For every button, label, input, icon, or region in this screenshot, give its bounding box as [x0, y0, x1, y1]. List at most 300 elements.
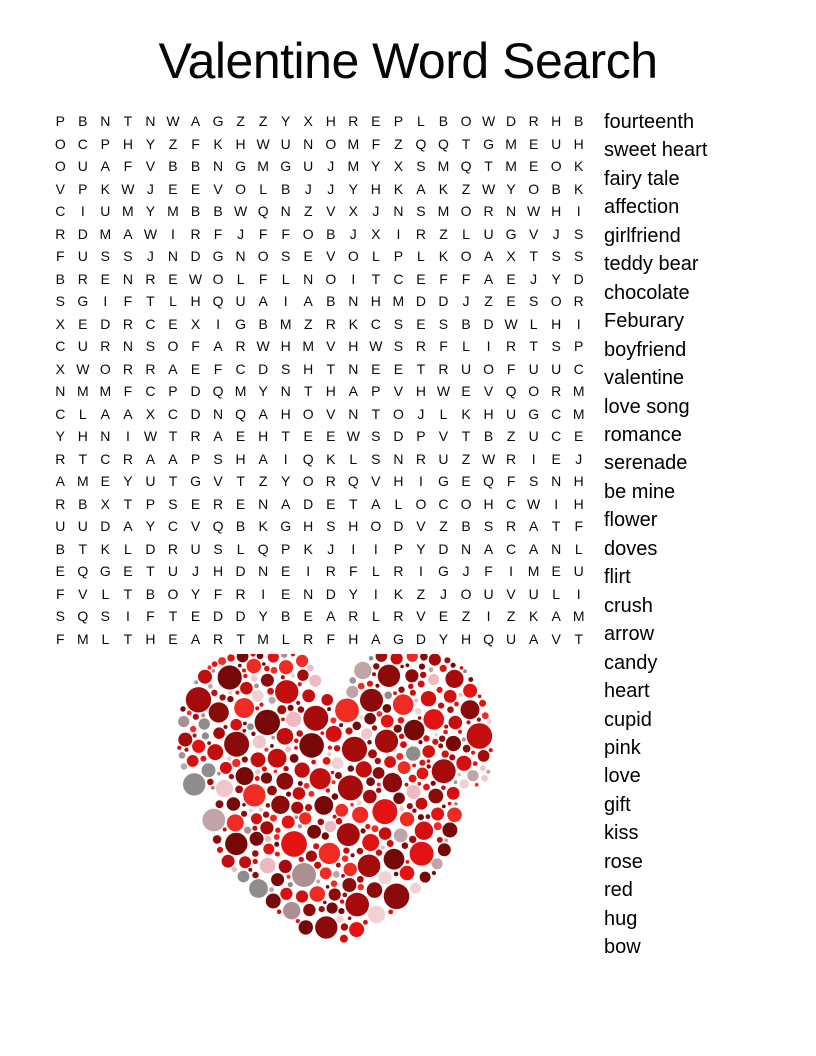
grid-letter-r24c2: M [76, 630, 89, 647]
grid-letter-r10c13: R [325, 315, 336, 332]
heart-dot [224, 725, 228, 729]
heart-dot [475, 783, 479, 787]
grid-letter-r4c7: E [190, 180, 201, 197]
grid-letter-r22c7: Y [190, 585, 201, 602]
grid-letter-r17c20: Q [483, 473, 494, 490]
grid-letter-r8c14: I [351, 270, 356, 287]
grid-letter-r11c10: W [256, 338, 270, 355]
grid-letter-r23c2: Q [77, 608, 89, 625]
heart-dot [420, 872, 431, 883]
grid-letter-r16c6: A [168, 450, 178, 467]
heart-dot [179, 752, 186, 759]
heart-dot [449, 754, 455, 760]
grid-letter-r6c13: B [326, 225, 336, 242]
grid-letter-r9c2: G [77, 293, 89, 310]
grid-letter-r15c18: V [438, 428, 449, 445]
grid-letter-r11c12: M [302, 338, 315, 355]
grid-letter-r3c2: U [77, 158, 88, 175]
heart-dot [285, 746, 291, 752]
heart-dot [477, 718, 481, 722]
heart-dot [349, 677, 356, 684]
grid-letter-r1c14: R [348, 113, 359, 130]
grid-letter-r18c11: A [281, 495, 291, 512]
grid-letter-r19c18: Z [439, 518, 448, 535]
grid-letter-r10c16: S [393, 315, 404, 332]
heart-dot [242, 669, 246, 673]
heart-dot [376, 654, 388, 662]
grid-letter-r17c3: E [100, 473, 111, 490]
heart-dot [444, 725, 448, 729]
heart-dot [288, 705, 294, 711]
grid-letter-r6c3: M [99, 225, 112, 242]
grid-letter-r23c12: E [303, 608, 313, 625]
heart-dot [417, 782, 421, 786]
grid-letter-r1c10: Z [258, 113, 268, 130]
heart-dot [463, 745, 471, 753]
grid-letter-r4c6: E [168, 180, 178, 197]
heart-dot [410, 883, 421, 894]
heart-dot [227, 757, 231, 761]
heart-dot [294, 746, 298, 750]
grid-letter-r7c21: X [506, 248, 516, 265]
grid-letter-r16c10: A [258, 450, 268, 467]
heart-dot [336, 818, 343, 825]
word-list-item: red [604, 879, 633, 902]
heart-dot [298, 682, 302, 686]
grid-letter-r3c21: M [505, 158, 517, 175]
word-list-item: arrow [604, 623, 655, 646]
heart-dot [193, 733, 197, 737]
heart-dot [263, 844, 274, 855]
heart-dot [420, 654, 428, 661]
heart-dot [437, 687, 443, 693]
grid-letter-r24c13: F [326, 630, 336, 647]
word-list-item: girlfriend [604, 224, 681, 247]
heart-dot [337, 823, 360, 846]
heart-dot [238, 664, 242, 668]
heart-dot [372, 799, 397, 824]
grid-letter-r13c17: H [415, 383, 426, 400]
heart-dot [437, 837, 443, 843]
grid-letter-r18c9: E [235, 495, 246, 512]
grid-letter-r10c22: L [529, 315, 538, 332]
heart-dot [387, 840, 394, 847]
heart-dot [207, 665, 211, 669]
heart-dot [418, 716, 422, 720]
heart-dot [416, 798, 428, 810]
grid-letter-r2c3: P [100, 135, 111, 152]
heart-dot [391, 654, 403, 665]
heart-dot [334, 745, 340, 751]
grid-letter-r9c4: F [123, 293, 133, 310]
grid-letter-r15c5: W [143, 428, 158, 445]
grid-letter-r12c20: O [483, 360, 494, 377]
heart-dot [264, 666, 270, 672]
heart-dot [227, 797, 241, 811]
heart-dot [255, 706, 259, 710]
heart-dot [402, 842, 409, 849]
grid-letter-r4c8: V [213, 180, 223, 197]
heart-dot [451, 663, 456, 668]
heart-dot [243, 722, 247, 726]
grid-letter-r7c8: G [212, 248, 224, 265]
heart-dot [267, 688, 274, 695]
heart-dot [429, 654, 441, 666]
heart-dot [378, 665, 400, 687]
heart-dot [360, 689, 383, 712]
grid-letter-r2c8: K [213, 135, 223, 152]
grid-letter-r10c14: K [348, 315, 358, 332]
heart-dot [442, 823, 457, 838]
heart-dot [332, 780, 336, 784]
grid-letter-r17c11: Y [281, 473, 291, 490]
grid-letter-r23c4: I [125, 608, 130, 625]
heart-dot [303, 904, 315, 916]
grid-letter-r13c2: M [76, 383, 89, 400]
grid-letter-r4c14: Y [348, 180, 358, 197]
grid-letter-r19c9: B [235, 518, 246, 535]
grid-letter-r11c15: W [369, 338, 383, 355]
grid-letter-r19c23: T [551, 518, 561, 535]
grid-letter-r16c20: W [481, 450, 496, 467]
grid-letter-r24c7: A [190, 630, 201, 647]
grid-letter-r13c15: P [371, 383, 381, 400]
grid-letter-r8c24: D [573, 270, 584, 287]
grid-letter-r22c21: V [506, 585, 516, 602]
grid-letter-r12c24: C [573, 360, 584, 377]
grid-letter-r15c16: D [393, 428, 404, 445]
heart-dot [286, 792, 291, 797]
heart-dot [265, 835, 272, 842]
grid-letter-r20c5: D [145, 540, 156, 557]
grid-letter-r10c3: D [100, 315, 111, 332]
heart-dot [320, 731, 324, 735]
heart-dot [271, 667, 278, 674]
grid-letter-r19c21: R [506, 518, 517, 535]
heart-dot [255, 769, 260, 774]
grid-letter-r3c20: T [484, 158, 493, 175]
heart-dot [394, 872, 399, 877]
heart-dot [404, 720, 425, 741]
grid-letter-r3c15: Y [371, 158, 381, 175]
heart-dot [406, 860, 410, 864]
grid-letter-r6c20: U [483, 225, 494, 242]
heart-dot [187, 755, 199, 767]
heart-dot [244, 827, 251, 834]
grid-letter-r2c9: H [235, 135, 246, 152]
grid-letter-r23c9: D [235, 608, 246, 625]
grid-letter-r12c12: H [303, 360, 314, 377]
grid-letter-r8c12: N [303, 270, 314, 287]
grid-letter-r8c8: O [212, 270, 224, 287]
grid-letter-r21c6: U [167, 563, 179, 580]
word-list-item: flirt [604, 566, 631, 589]
grid-letter-r13c22: O [528, 383, 540, 400]
grid-letter-r3c23: O [550, 158, 562, 175]
grid-letter-r3c8: N [212, 158, 224, 175]
grid-letter-r21c10: N [258, 563, 269, 580]
grid-letter-r16c3: C [100, 450, 111, 467]
grid-letter-r2c7: F [191, 135, 200, 152]
heart-dot [255, 710, 280, 735]
heart-dot [438, 743, 443, 748]
grid-letter-r8c17: E [416, 270, 426, 287]
heart-dot [235, 691, 239, 695]
heart-dot [376, 849, 382, 855]
grid-letter-r19c24: F [574, 518, 583, 535]
heart-dot [431, 781, 436, 786]
grid-letter-r22c22: U [528, 585, 539, 602]
heart-dot [407, 803, 413, 809]
heart-dot [267, 786, 277, 796]
grid-letter-r13c10: Y [258, 383, 268, 400]
grid-letter-r24c3: L [101, 630, 110, 647]
heart-dot [291, 802, 303, 814]
heart-dot [394, 725, 402, 733]
word-list [604, 108, 707, 962]
grid-letter-r1c1: P [55, 113, 65, 130]
heart-dot [296, 655, 308, 667]
heart-dot [325, 821, 336, 832]
heart-dot [366, 777, 375, 786]
heart-dot [427, 759, 431, 763]
grid-letter-r24c9: T [236, 630, 245, 647]
grid-letter-r16c16: N [393, 450, 404, 467]
grid-letter-r9c10: A [258, 293, 268, 310]
grid-letter-r18c13: E [326, 495, 336, 512]
grid-letter-r3c10: M [257, 158, 269, 175]
grid-letter-r6c9: J [237, 225, 245, 242]
heart-dot [398, 687, 404, 693]
grid-letter-r20c4: L [123, 540, 132, 557]
heart-dot [222, 855, 235, 868]
heart-dot [230, 719, 242, 731]
heart-dot [356, 800, 361, 805]
grid-letter-r15c11: T [281, 428, 290, 445]
grid-letter-r17c4: Y [123, 473, 133, 490]
heart-dot [333, 815, 337, 819]
grid-letter-r8c22: J [530, 270, 538, 287]
heart-dot [251, 813, 262, 824]
grid-letter-r1c2: B [78, 113, 88, 130]
grid-letter-r4c5: J [146, 180, 154, 197]
heart-dot [228, 691, 232, 695]
grid-letter-r6c23: J [552, 225, 560, 242]
grid-letter-r22c17: Z [416, 585, 426, 602]
grid-letter-r2c15: F [371, 135, 381, 152]
grid-letter-r15c7: R [190, 428, 201, 445]
grid-letter-r6c22: V [528, 225, 539, 242]
grid-letter-r4c12: J [304, 180, 312, 197]
heart-dot [319, 843, 340, 864]
heart-dot [298, 824, 302, 828]
grid-letter-r15c23: C [551, 428, 562, 445]
grid-letter-r1c4: T [123, 113, 133, 130]
grid-letter-r4c16: K [393, 180, 404, 197]
grid-letter-r3c4: F [123, 158, 133, 175]
grid-letter-r17c1: A [55, 473, 65, 490]
heart-dot [253, 859, 258, 864]
grid-letter-r7c10: O [257, 248, 269, 265]
grid-letter-r5c16: N [393, 203, 404, 220]
heart-dot [342, 878, 356, 892]
grid-letter-r21c4: E [123, 563, 133, 580]
grid-letter-r24c5: H [145, 630, 156, 647]
heart-dot [335, 804, 348, 817]
grid-letter-r8c16: C [393, 270, 404, 287]
grid-letter-r6c1: R [55, 225, 66, 242]
heart-dot [199, 718, 210, 729]
grid-letter-r21c9: D [235, 563, 246, 580]
heart-dot [375, 730, 398, 753]
grid-letter-r18c23: I [554, 495, 559, 512]
grid-letter-r20c8: S [213, 540, 223, 557]
heart-dot [251, 675, 258, 682]
grid-letter-r9c9: U [235, 293, 246, 310]
grid-letter-r18c14: T [349, 495, 358, 512]
heart-dot [421, 691, 436, 706]
heart-dot [367, 681, 373, 687]
grid-letter-r23c3: S [100, 608, 111, 625]
grid-letter-r13c7: D [190, 383, 201, 400]
grid-letter-r9c23: O [550, 293, 562, 310]
grid-letter-r5c7: B [190, 203, 201, 220]
grid-letter-r12c22: U [528, 360, 539, 377]
heart-dot [207, 741, 211, 745]
grid-letter-r13c9: M [234, 383, 247, 400]
heart-dot [444, 839, 448, 843]
grid-letter-r6c16: I [396, 225, 401, 242]
grid-letter-r14c8: N [212, 405, 224, 422]
grid-letter-r2c23: U [551, 135, 562, 152]
heart-dot [415, 708, 422, 715]
heart-dot [269, 887, 274, 892]
grid-letter-r17c12: O [302, 473, 314, 490]
grid-letter-r14c13: V [326, 405, 336, 422]
grid-letter-r13c20: V [483, 383, 494, 400]
grid-letter-r1c18: B [438, 113, 449, 130]
heart-dot [268, 749, 287, 768]
heart-dot [344, 863, 357, 876]
grid-letter-r14c7: D [190, 405, 201, 422]
grid-letter-r24c12: R [303, 630, 314, 647]
heart-dot [295, 763, 310, 778]
grid-letter-r13c16: V [393, 383, 404, 400]
grid-letter-r10c11: M [279, 315, 292, 332]
heart-dot [419, 760, 425, 766]
grid-letter-r7c5: J [146, 248, 154, 265]
heart-dot [310, 768, 331, 789]
grid-letter-r19c20: S [483, 518, 494, 535]
heart-dot [350, 803, 354, 807]
grid-letter-r6c2: D [77, 225, 88, 242]
grid-letter-r6c19: L [462, 225, 470, 242]
heart-dot [247, 723, 254, 730]
grid-letter-r15c24: E [574, 428, 584, 445]
heart-dot [254, 684, 259, 689]
grid-letter-r14c24: M [572, 405, 585, 422]
grid-letter-r7c19: O [460, 248, 472, 265]
heart-dot [200, 756, 206, 762]
heart-dot [225, 833, 247, 855]
word-list-item: fairy tale [604, 167, 680, 190]
grid-letter-r21c16: R [393, 563, 404, 580]
heart-dot [460, 666, 464, 670]
grid-letter-r9c3: I [103, 293, 108, 310]
grid-letter-r9c6: L [169, 293, 177, 310]
heart-dot [369, 656, 374, 661]
grid-letter-r3c1: O [54, 158, 66, 175]
heart-dot [438, 843, 451, 856]
grid-letter-r4c22: O [528, 180, 540, 197]
word-list-item: crush [604, 594, 653, 617]
grid-letter-r14c3: A [100, 405, 111, 422]
heart-dot [270, 744, 274, 748]
heart-dot [227, 696, 233, 702]
heart-dot [243, 674, 247, 678]
grid-letter-r8c15: T [371, 270, 381, 287]
word-list-item: kiss [604, 822, 639, 845]
dot-heart-image [175, 654, 495, 966]
grid-letter-r19c7: V [190, 518, 201, 535]
grid-letter-r10c24: I [576, 315, 581, 332]
grid-letter-r15c21: Z [506, 428, 516, 445]
grid-letter-r23c13: A [326, 608, 336, 625]
grid-letter-r21c5: T [146, 563, 155, 580]
grid-letter-r2c12: N [303, 135, 314, 152]
heart-dot [405, 669, 418, 682]
heart-dot [296, 919, 300, 923]
word-list-item: pink [604, 736, 641, 759]
grid-letter-r1c23: H [551, 113, 562, 130]
grid-letter-r20c7: U [190, 540, 201, 557]
word-list-item: cupid [604, 708, 652, 731]
heart-dot [241, 811, 247, 817]
grid-letter-r8c7: W [188, 270, 203, 287]
grid-letter-r23c19: Z [461, 608, 471, 625]
grid-letter-r24c11: L [281, 630, 290, 647]
heart-dot [178, 716, 189, 727]
grid-letter-r6c15: X [371, 225, 381, 242]
grid-letter-r9c17: D [415, 293, 426, 310]
grid-letter-r22c3: L [101, 585, 110, 602]
heart-dot [340, 899, 344, 903]
heart-dot [419, 664, 425, 670]
grid-letter-r13c21: Q [505, 383, 517, 400]
heart-dot [275, 852, 280, 857]
heart-dot [393, 793, 405, 805]
heart-dot [201, 713, 205, 717]
heart-dot [275, 828, 280, 833]
word-list-item: valentine [604, 367, 685, 390]
heart-dot [299, 733, 324, 758]
grid-letter-r15c12: E [303, 428, 313, 445]
grid-letter-r9c5: T [146, 293, 155, 310]
grid-letter-r20c23: N [551, 540, 562, 557]
heart-dot [307, 825, 321, 839]
heart-dot [454, 702, 459, 707]
grid-letter-r14c6: C [167, 405, 179, 422]
heart-dot [432, 739, 438, 745]
heart-dot [394, 829, 408, 843]
grid-letter-r24c16: G [392, 630, 404, 647]
grid-letter-r21c18: G [438, 563, 449, 580]
heart-dot [184, 748, 188, 752]
heart-dot [299, 812, 311, 824]
grid-letter-r19c4: A [123, 518, 133, 535]
heart-dot [243, 784, 265, 806]
heart-dot [444, 690, 457, 703]
